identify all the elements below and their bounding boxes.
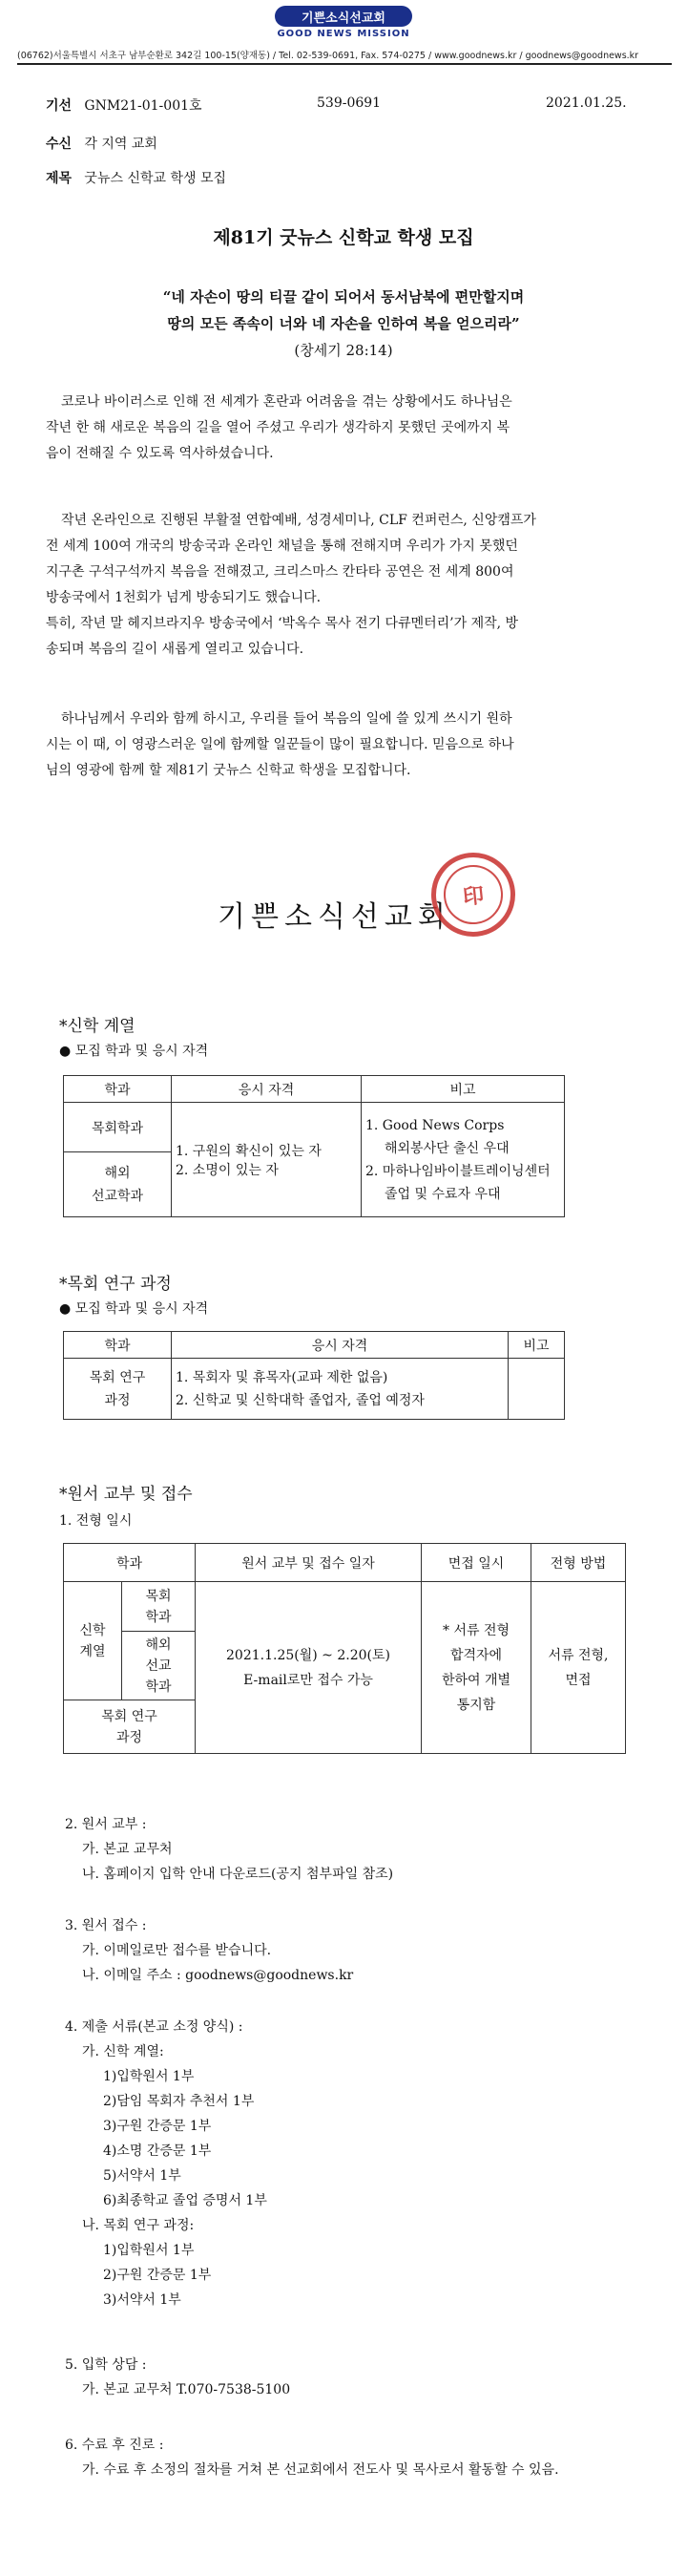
s4-a-4: 4)소명 간증문 1부	[103, 2143, 212, 2159]
s4-a-1: 1)입학원서 1부	[103, 2069, 195, 2084]
period-cell	[196, 1582, 422, 1754]
sender-row	[46, 95, 202, 115]
quote-line-2: 땅의 모든 족속이 너와 네 자손을 인하여 복을 얻으리라”	[167, 315, 520, 332]
organization-name: 기쁜소식선교회	[218, 900, 451, 934]
th-period: 원서 교부 및 접수 일자	[196, 1544, 422, 1582]
dept-cell	[64, 1700, 196, 1754]
recipient-row	[46, 134, 157, 153]
subdept-line: 목회	[145, 1588, 172, 1604]
dept-line: 과정	[115, 1729, 143, 1745]
s4-b-1: 1)입학원서 1부	[103, 2243, 195, 2258]
header-divider	[17, 63, 672, 65]
interview-cell	[422, 1582, 531, 1754]
s4-a-2: 2)담임 목회자 추천서 1부	[103, 2094, 255, 2109]
note-line: 1. Good News Corps	[365, 1117, 505, 1133]
doc-date: 2021.01.25.	[546, 95, 627, 111]
th-dept: 학과	[64, 1544, 196, 1582]
subdept-cell	[122, 1632, 196, 1700]
dept-line: 선교학과	[91, 1188, 144, 1204]
interview-line: 한하여 개별	[441, 1672, 511, 1688]
qual-line: 2. 소명이 있는 자	[176, 1162, 279, 1178]
quote-reference: (창세기 28:14)	[294, 342, 393, 359]
s4-b-2: 2)구원 간증문 1부	[103, 2268, 212, 2283]
text-line: 전 세계 100여 개국의 방송국과 온라인 채널을 통해 전해지며 우리가 가지 못했던	[46, 538, 518, 554]
s4-a-6: 6)최종학교 졸업 증명서 1부	[103, 2193, 267, 2208]
schedule-table	[63, 1543, 626, 1754]
paragraph-3	[46, 707, 647, 784]
th-note: 비고	[362, 1076, 565, 1103]
s4-item-b: 나. 목회 연구 과정:	[82, 2218, 195, 2233]
section3-heading: *원서 교부 및 접수	[59, 1485, 193, 1504]
note-cell	[509, 1359, 565, 1420]
interview-line: * 서류 전형	[443, 1622, 510, 1638]
text-line: 지구촌 구석구석까지 복음을 전해졌고, 크리스마스 칸타타 공연은 전 세계 800여	[46, 564, 514, 580]
dept-cell	[64, 1152, 172, 1217]
s3-item-b: 나. 이메일 주소 : goodnews@goodnews.kr	[82, 1968, 354, 1983]
s4-a-3: 3)구원 간증문 1부	[103, 2119, 212, 2134]
group-line: 신학	[79, 1622, 106, 1638]
s2-item-b: 나. 홈페이지 입학 안내 다운로드(공지 첨부파일 참조)	[82, 1867, 394, 1882]
text-line: 방송국에서 1천회가 넘게 방송되기도 했습니다.	[46, 590, 322, 605]
method-line: 서류 전형,	[548, 1647, 609, 1663]
subject-row	[46, 168, 226, 187]
note-line: 2. 마하나임바이블트레이닝센터	[365, 1163, 551, 1179]
method-cell	[531, 1582, 626, 1754]
s5-item-a: 가. 본교 교무처 T.070-7538-5100	[82, 2382, 291, 2397]
quote-line-1: “네 자손이 땅의 티끌 같이 되어서 동서남북에 편만할지며	[162, 288, 525, 306]
subdept-cell	[122, 1582, 196, 1632]
method-line: 면접	[565, 1672, 592, 1688]
section1-heading: *신학 계열	[59, 1017, 135, 1036]
text-line: 작년 한 해 새로운 복음의 길을 열어 주셨고 우리가 생각하지 못했던 곳에까지 복	[46, 420, 510, 435]
th-interview: 면접 일시	[422, 1544, 531, 1582]
subject: 굿뉴스 신학교 학생 모집	[84, 171, 227, 186]
group-cell	[64, 1582, 122, 1700]
note-line: 졸업 및 수료자 우대	[385, 1186, 501, 1202]
qual-line: 2. 신학교 및 신학대학 졸업자, 졸업 예정자	[176, 1392, 425, 1408]
doc-number: GNM21-01-001호	[84, 98, 202, 114]
logo-english: GOOD NEWS MISSION	[277, 29, 410, 39]
interview-line: 통지함	[456, 1697, 496, 1713]
seal-text: 印	[461, 882, 486, 910]
text-line: 코로나 바이러스로 인해 전 세계가 혼란과 어려움을 겪는 상황에서도 하나님은	[61, 394, 512, 410]
text-line: 특히, 작년 말 헤지브라지우 방송국에서 ‘박옥수 목사 전기 다큐멘터리’가 제작, 방	[46, 616, 519, 631]
note-line: 해외봉사단 출신 우대	[385, 1140, 510, 1156]
section2-table	[63, 1331, 565, 1420]
s6-title: 6. 수료 후 진로 :	[65, 2438, 164, 2453]
s3-title: 3. 원서 접수 :	[65, 1918, 147, 1933]
subdept-line: 해외	[145, 1636, 172, 1653]
s3-item-a: 가. 이메일로만 접수를 받습니다.	[82, 1943, 272, 1958]
subdept-line: 선교	[145, 1658, 172, 1674]
qual-line: 1. 구원의 확신이 있는 자	[176, 1143, 322, 1159]
group-line: 계열	[79, 1643, 106, 1659]
s5-title: 5. 입학 상담 :	[65, 2357, 147, 2373]
text-line: 시는 이 때, 이 영광스러운 일에 함께할 일꾼들이 많이 필요합니다. 믿음으로 하나	[46, 737, 514, 752]
recipient-label: 수신	[46, 137, 73, 152]
subdept-line: 학과	[145, 1609, 172, 1625]
dept-cell	[64, 1359, 172, 1420]
th-qual: 응시 자격	[172, 1076, 362, 1103]
s4-b-3: 3)서약서 1부	[103, 2292, 181, 2308]
recipient: 각 지역 교회	[84, 137, 157, 152]
th-dept: 학과	[64, 1332, 172, 1359]
text-line: 송되며 복음의 길이 새롭게 열리고 있습니다.	[46, 642, 304, 657]
period-line: 2021.1.25(월) ~ 2.20(토)	[226, 1647, 390, 1663]
logo-banner	[275, 6, 412, 27]
dept-line: 해외	[104, 1165, 131, 1181]
subdept-line: 학과	[145, 1679, 172, 1695]
paragraph-1	[46, 390, 647, 467]
th-note: 비고	[509, 1332, 565, 1359]
address-line: (06762)서울특별시 서초구 남부순환로 342길 100-15(양재동) / Tel. 02-539-0691, Fax. 574-0275 / www.goodnews.kr / goodnews@goodnews.kr	[17, 51, 639, 61]
section1-table	[63, 1075, 565, 1217]
text-line: 작년 온라인으로 진행된 부활절 연합예배, 성경세미나, CLF 컨퍼런스, 신앙캠프가	[61, 513, 536, 528]
s2-item-a: 가. 본교 교무처	[82, 1842, 173, 1857]
th-dept: 학과	[64, 1076, 172, 1103]
text-line: 하나님께서 우리와 함께 하시고, 우리를 들어 복음의 일에 쓸 있게 쓰시기 원하	[61, 711, 512, 727]
interview-line: 합격자에	[449, 1647, 503, 1663]
section2-heading: *목회 연구 과정	[59, 1275, 172, 1294]
s2-title: 2. 원서 교부 :	[65, 1817, 147, 1832]
sender-label: 기선	[46, 98, 73, 114]
s4-item-a: 가. 신학 계열:	[82, 2044, 164, 2059]
section2-subheading: ● 모집 학과 및 응시 자격	[59, 1301, 209, 1317]
section3-item1: 1. 전형 일시	[59, 1513, 133, 1529]
qual-line: 1. 목회자 및 휴목자(교파 제한 없음)	[176, 1369, 388, 1385]
paragraph-2	[46, 508, 647, 663]
th-method: 전형 방법	[531, 1544, 626, 1582]
dept-line: 목회 연구	[89, 1369, 146, 1385]
th-qual: 응시 자격	[172, 1332, 509, 1359]
section1-subheading: ● 모집 학과 및 응시 자격	[59, 1044, 209, 1059]
page-title: 제81기 굿뉴스 신학교 학생 모집	[213, 227, 474, 248]
qual-cell	[172, 1359, 509, 1420]
text-line: 음이 전해질 수 있도록 역사하셨습니다.	[46, 446, 274, 461]
dept-line: 과정	[104, 1392, 131, 1408]
s6-item-a: 가. 수료 후 소정의 절차를 거쳐 본 선교회에서 전도사 및 목사로서 활동할 수 있음.	[82, 2462, 559, 2478]
s4-title: 4. 제출 서류(본교 소정 양식) :	[65, 2019, 243, 2035]
text-line: 님의 영광에 함께 할 제81기 굿뉴스 신학교 학생을 모집합니다.	[46, 763, 411, 778]
qual-cell	[172, 1103, 362, 1217]
subject-label: 제목	[46, 171, 73, 186]
logo-korean: 기쁜소식선교회	[302, 11, 385, 26]
dept-line: 목회 연구	[101, 1708, 157, 1724]
s4-a-5: 5)서약서 1부	[103, 2168, 181, 2184]
period-line: E-mail로만 접수 가능	[243, 1672, 373, 1688]
note-cell	[362, 1103, 565, 1217]
phone: 539-0691	[317, 95, 382, 111]
dept-cell: 목회학과	[64, 1103, 172, 1152]
